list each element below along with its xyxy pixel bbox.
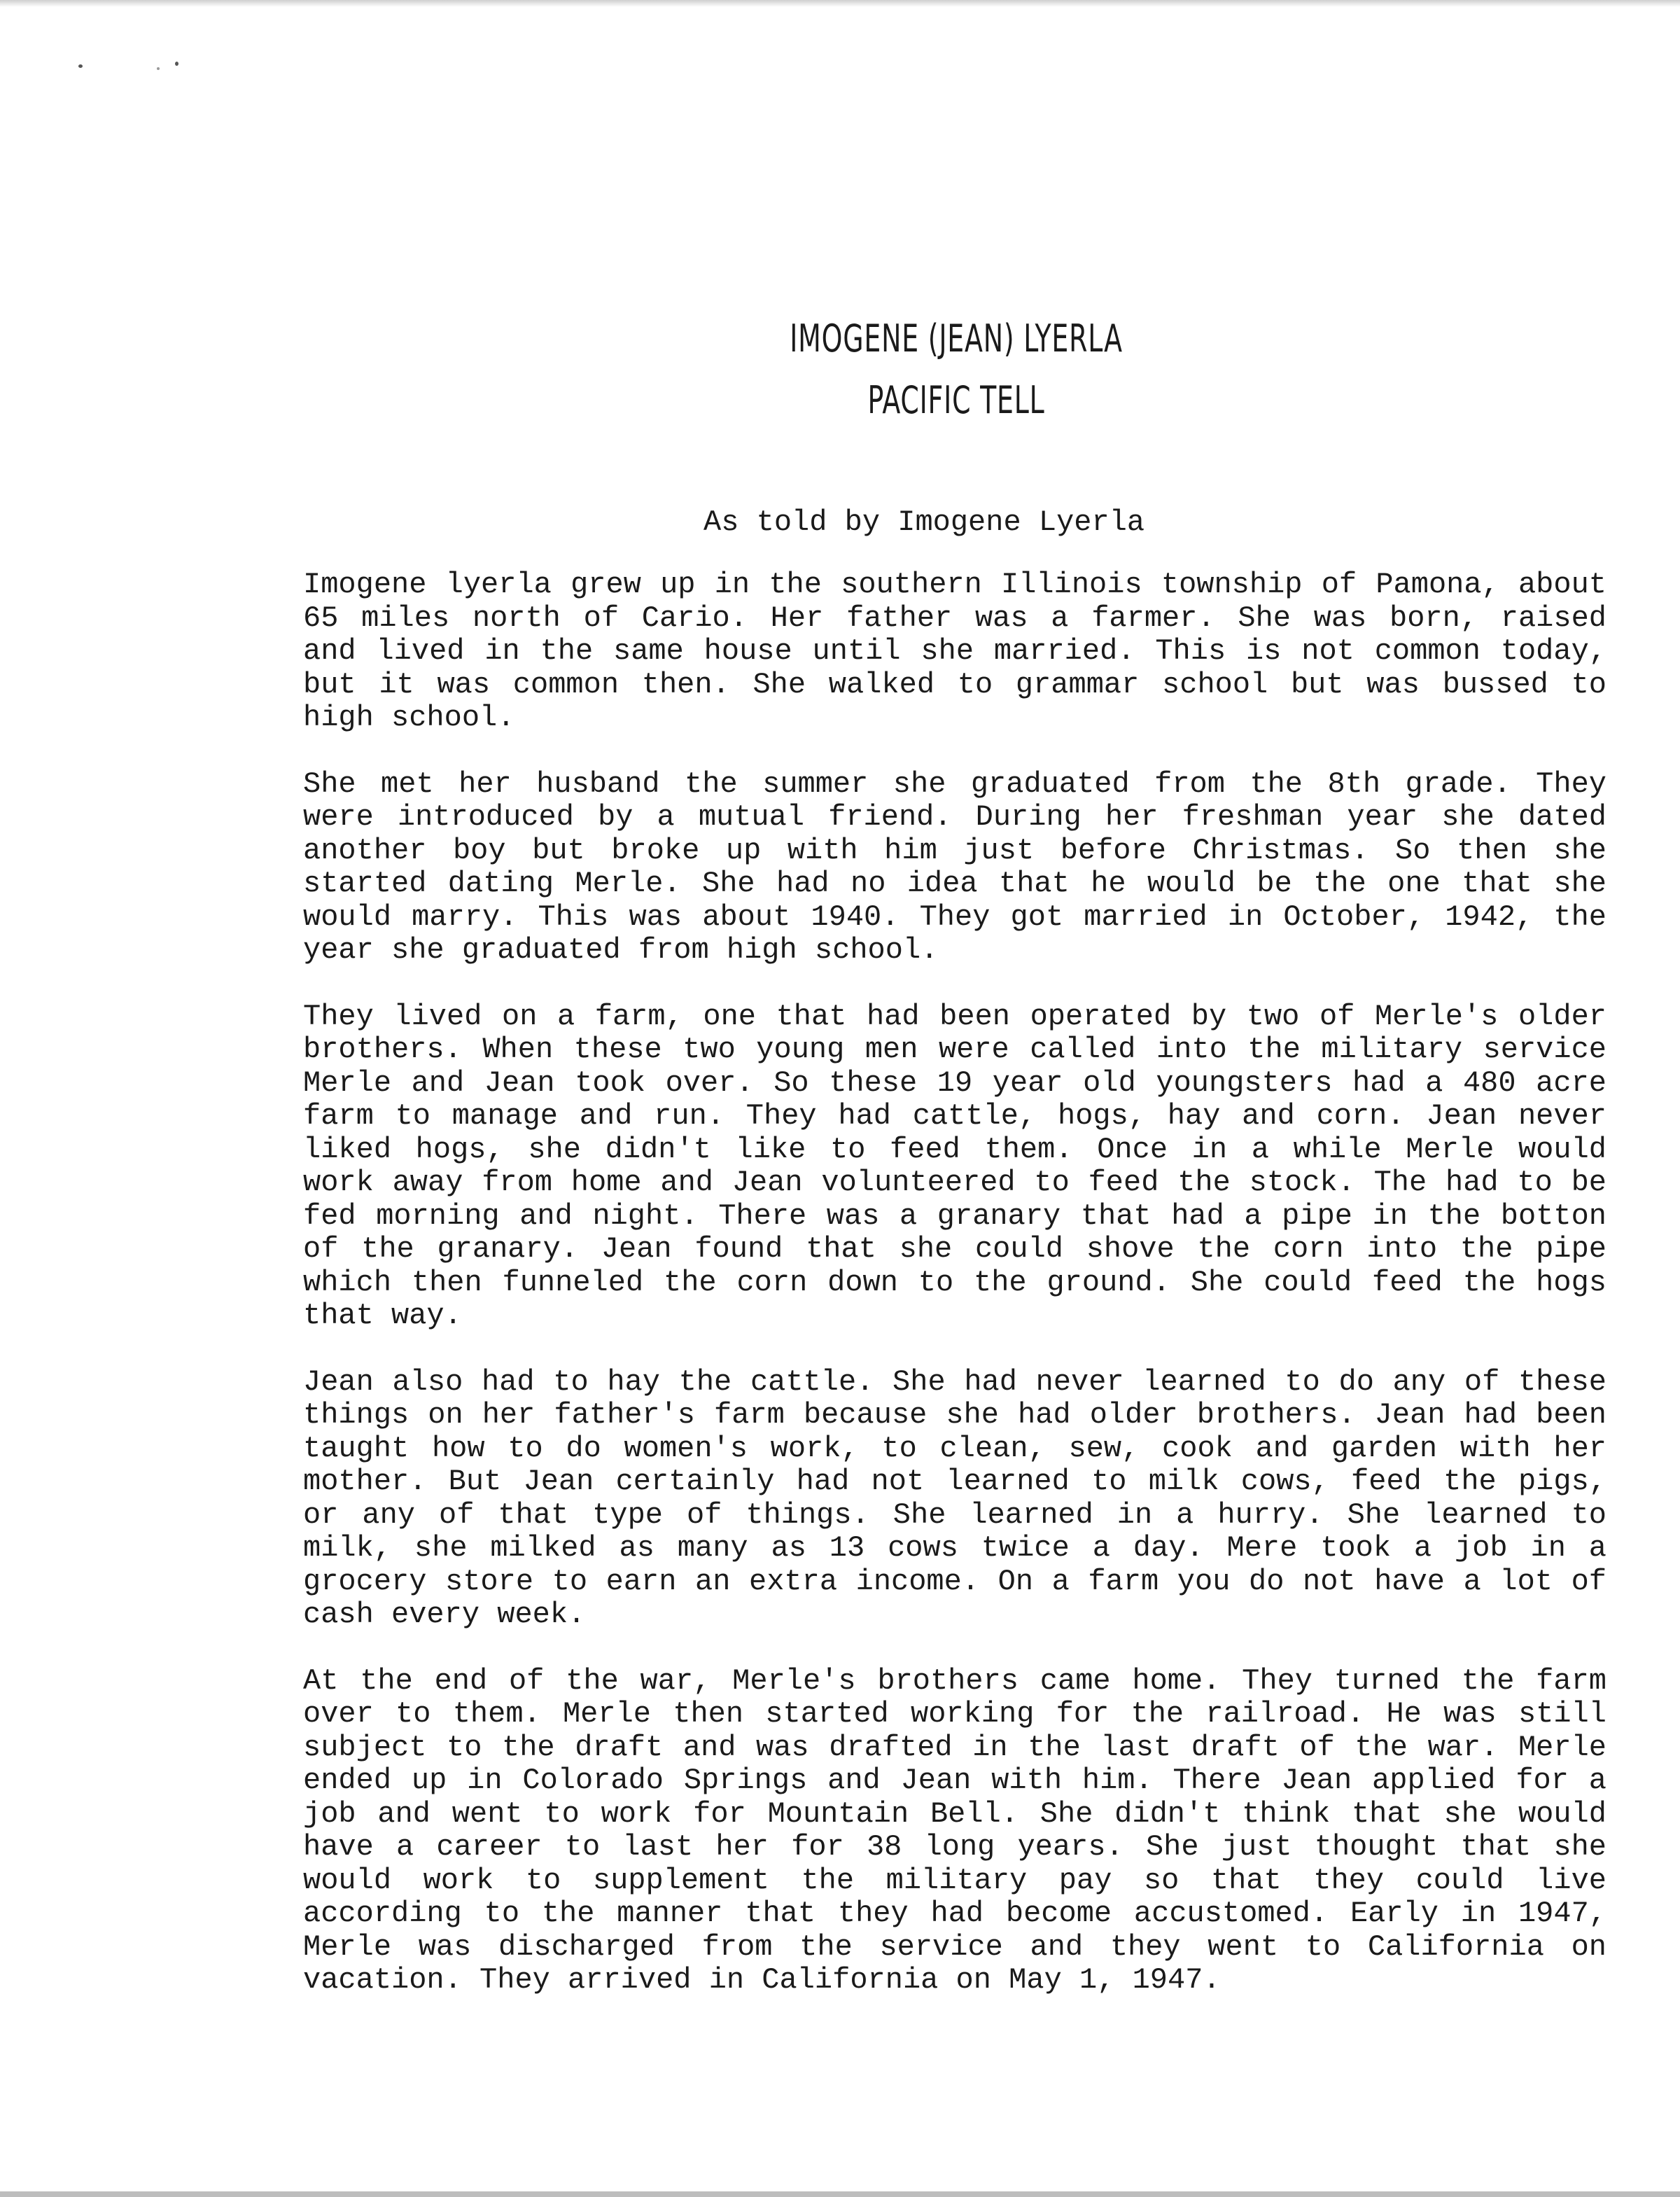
paragraph-3: They lived on a farm, one that had been operated by two of Merle's older brothers. When these two young men were called into the military service Merle and Jean took over. So these 19 year old youngsters had a 480 acre farm to manage and run. They had cattle, hogs, hay and corn. Jean never liked hogs, she didn't like to feed them. Once in a while Merle would work away from home and Jean volunteered to feed the stock. The had to be fed morning and night. There was a granary that had a pipe in the botton of the granary. Jean found that she could shove the corn into the pipe which then funneled the corn down to the ground. She could feed the hogs that way.	[303, 999, 1606, 1332]
scan-speck	[157, 67, 160, 70]
document-body	[303, 569, 1606, 2030]
scan-bottom-edge	[0, 2191, 1680, 2197]
scan-speck	[175, 62, 178, 66]
paragraph-2: She met her husband the summer she graduated from the 8th grade. They were introduced by a mutual friend. During her freshman year she dated another boy but broke up with him just before Christmas. So then she started dating Merle. She had no idea that he would be the one that she would marry. This was about 1940. They got married in October, 1942, the year she graduated from high school.	[303, 767, 1606, 967]
scan-top-edge	[0, 0, 1680, 7]
document-title: IMOGENE (JEAN) LYERLA	[790, 316, 1123, 361]
paragraph-5: At the end of the war, Merle's brothers came home. They turned the farm over to them. Merle then started working for the railroad. He was still subject to the draft and was drafted in the last draft of the war. Merle ended up in Colorado Springs and Jean with him. There Jean applied for a job and went to work for Mountain Bell. She didn't think that she would have a career to last her for 38 long years. She just thought that she would work to supplement the military pay so that they could live according to the manner that they had become accustomed. Early in 1947, Merle was discharged from the service and they went to California on vacation. They arrived in California on May 1, 1947.	[303, 1664, 1606, 1997]
document-subtitle: PACIFIC TELL	[867, 378, 1045, 422]
byline: As told by Imogene Lyerla	[704, 505, 1145, 539]
paragraph-1: Imogene lyerla grew up in the southern Illinois township of Pamona, about 65 miles north of Cario. Her father was a farmer. She was born, raised and lived in the same house until she married. This is not common today, but it was common then. She walked to grammar school but was bussed to high school.	[303, 568, 1606, 734]
paragraph-4: Jean also had to hay the cattle. She had never learned to do any of these things on her father's farm because she had older brothers. Jean had been taught how to do women's work, to clean, sew, cook and garden with her mother. But Jean certainly had not learned to milk cows, feed the pigs, or any of that type of things. She learned in a hurry. She learned to milk, she milked as many as 13 cows twice a day. Mere took a job in a grocery store to earn an extra income. On a farm you do not have a lot of cash every week.	[303, 1365, 1606, 1631]
scan-speck	[78, 64, 83, 68]
